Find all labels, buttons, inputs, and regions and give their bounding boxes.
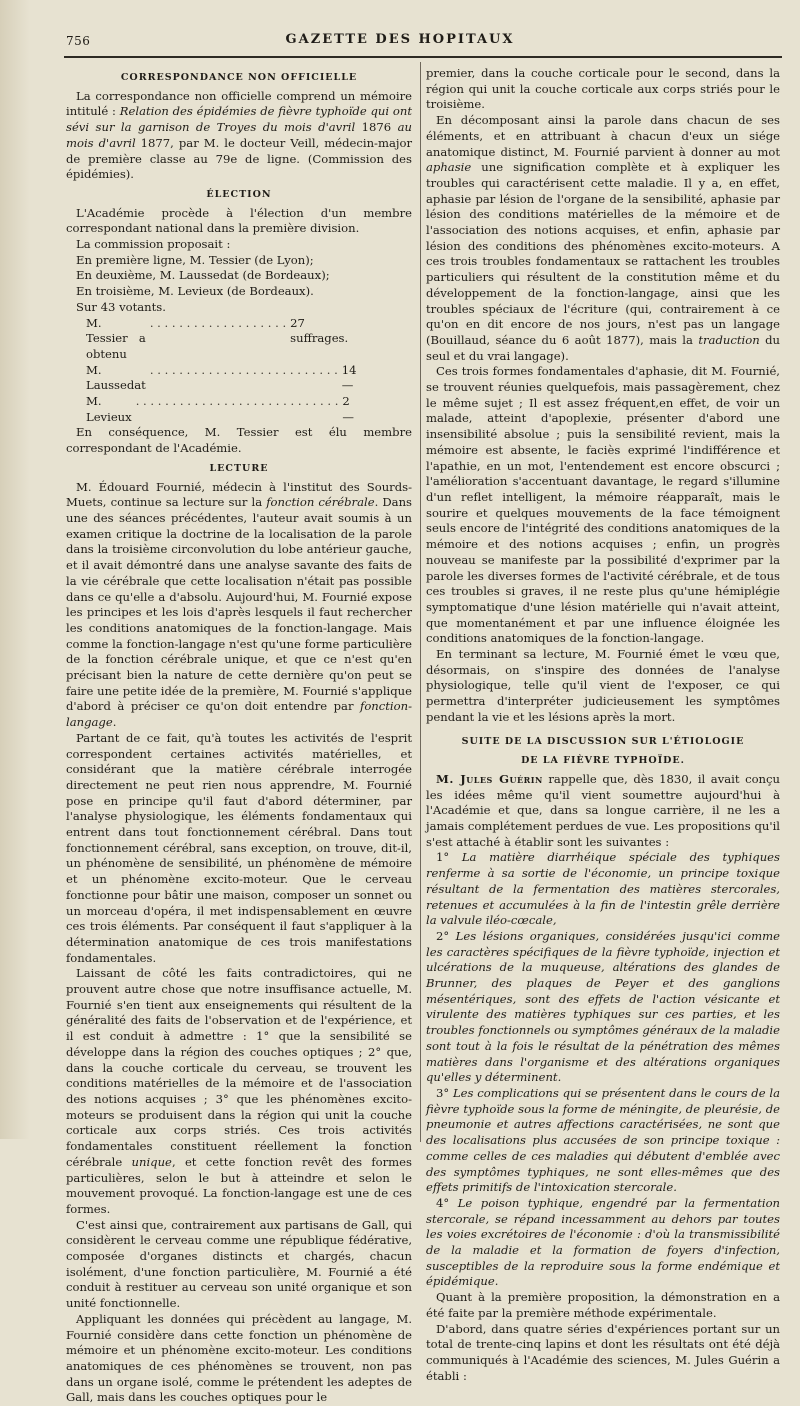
vote-row (66, 394, 412, 425)
paragraph (66, 89, 412, 183)
text: Laissant de côté les faits contradictoires, qui ne prouvent autre chose que notre insuffisance actuelle, M. Fournié s'en tient aux enseignements qui résultent de la généralité des faits de l'observation et de l'expérience, et il est conduit à admettre : 1° que la sensibilité se développe dans la région des couches optiques ; 2° que, dans la couche corticale du cerveau, se trouvent les conditions matérielles de la mémoire et de l'association des notions acquises ; 3° que les phénomènes excito-moteurs se produisent dans la région qui unit la couche corticale aux corps striés. Ces trois activités fondamentales constituent réellement la fonction cérébrale (66, 966, 412, 1169)
vote-dots: . . . . . . . . . . . . . . . . . . . . . . . . . . . . (135, 394, 339, 409)
paragraph (426, 772, 780, 851)
left-column (66, 66, 412, 1406)
speaker-name: M. Jules Guérin (436, 771, 543, 786)
text: M. Édouard Fournié, médecin à l'institut des Sourds-Muets, continue sa lecture sur la (66, 479, 412, 510)
italic-text: La matière diarrhéique spéciale des typhiques renferme à sa sortie de l'économie, un principe toxique résultant de la fermentation des matières stercorales, retenues et accumulées à la fin de l'intestin grêle derrière la valvule iléo-cœcale, (426, 850, 780, 928)
paragraph: Partant de ce fait, qu'à toutes les activités de l'esprit correspondent certaines activités matérielles, et considérant que la matière cérébrale interrogée directement ne peut rien nous apprendre, M. Fournié pose en principe qu'il faut d'abord déterminer, par l'analyse physiologique, les éléments fondamentaux qui entrent dans tout fonctionnement cérébral. Dans tout fonctionnement cérébral, sans exception, on trouve, dit-il, un phénomène de sensibilité, un phénomène de mémoire et un phénomène excito-moteur. Que le cerveau fonctionne pour bâtir une maison, composer un sonnet ou un morceau d'opéra, il met indispensablement en œuvre ces trois éléments. Par conséquent il faut s'appliquer à la détermination anatomique de ces trois manifestations fondamentales. (66, 730, 412, 965)
italic-text: Le poison typhique, engendré par la fermentation stercorale, se répand incessamment au dehors par toutes les voies excrétoires de l'économie : d'où la transmissibilité de la maladie et la formation de foyers d'infection, susceptibles de la reproduire sous la forme endémique et épidémique. (426, 1195, 781, 1289)
italic-text: aphasie (426, 160, 472, 175)
italic-text: traduction (698, 332, 760, 347)
proposition-number: 3° (436, 1086, 453, 1100)
text: . (112, 715, 117, 730)
journal-title: GAZETTE DES HOPITAUX (285, 32, 515, 47)
vote-dots: . . . . . . . . . . . . . . . . . . . . . . . . . . (149, 362, 338, 377)
text: , et cette fonction revêt des formes particulières, selon le but à atteindre et selon le mouvement provoqué. La fonction-langage est une de ces formes. (66, 1154, 412, 1216)
vote-name: M. Tessier a obtenu (86, 315, 146, 361)
text: rappelle que, dès 1830, il avait conçu les idées même qu'il vient soumettre aujourd'hui à l'Académie et que, dans sa longue carrière, il ne les a jamais complétement perdues de vue. Les propositions qu'il s'est attaché à établir sont les suivantes : (426, 771, 780, 849)
right-column (426, 66, 780, 1384)
text: 1877, par M. le docteur Veill, médecin-major de première classe au 79e de ligne. (Commission des épidémies). (66, 135, 412, 182)
italic-text: Les complications qui se présentent dans le cours de la fièvre typhoïde sous la forme de méningite, de pleurésie, de pneumonie et autres affections caractérisées, ne sont que des localisations plus accusées de son principe toxique : comme celles de ces maladies qui débutent d'emblée avec des symptômes typhiques, ne sont elles-mêmes que des effets primitifs de l'intoxication stercorale. (426, 1086, 781, 1195)
paragraph (66, 480, 412, 731)
paragraph: En deuxième, M. Laussedat (de Bordeaux); (76, 268, 330, 283)
italic-text: au mois d'avril (66, 120, 412, 150)
paragraph: En première ligne, M. Tessier (de Lyon); (76, 252, 314, 267)
vote-count: 27 suffrages. (290, 315, 349, 346)
heading-suite-discussion: SUITE DE LA DISCUSSION SUR L'ÉTIOLOGIE (461, 735, 745, 747)
paragraph: Quant à la première proposition, la démonstration en a été faite par la première méthode expérimentale. (426, 1290, 780, 1320)
italic-text: unique (131, 1154, 172, 1169)
italic-text: Les lésions organiques, considérées jusqu'ici comme les caractères spécifiques de la fièvre typhoïde, injection et ulcérations de la muqueuse, altérations des glandes de Brunner, des plaques de Peyer et des ganglions mésentériques, sont des effets de l'action vésicante et virulente des matières typhiques sur ces parties, et les troubles fonctionnels ou symptômes généraux de la maladie sont tout à la fois le résultat de la pénétration des mêmes matières dans l'organisme et des altérations organiques qu'elles y déterminent. (426, 928, 781, 1085)
vote-count: 2 — (342, 394, 354, 424)
heading-election: ÉLECTION (206, 188, 272, 200)
paragraph: Sur 43 votants. (76, 299, 166, 314)
proposition-number: 2° (436, 928, 456, 943)
vote-count: 14 — (341, 362, 357, 393)
proposition-number: 1° (436, 850, 462, 865)
paragraph: C'est ainsi que, contrairement aux partisans de Gall, qui considèrent le cerveau comme une république fédérative, composée d'organes distincts et chargés, chacun isolément, d'une fonction particulière, M. Fournié a été conduit à restituer au cerveau son unité organique et son unité fonctionnelle. (66, 1217, 412, 1311)
column-divider (420, 62, 421, 1142)
vote-name: M. Laussedat (86, 362, 146, 393)
page-edge-shadow (0, 0, 30, 1139)
text: La correspondance non officielle comprend un mémoire intitulé : (66, 88, 412, 119)
text: . Dans une des séances précédentes, l'auteur avait soumis à un examen critique la doctrine de la localisation de la parole dans la troisième circonvolution du lobe antérieur gauche, et il avait démontré dans une analyse savante des faits de la vie cérébrale que cette localisation n'était pas possible dans ce qu'elle a d'absolu. Aujourd'hui, M. Fournié expose les principes et les lois d'après lesquels il faut rechercher les conditions anatomiques de la fonction-langage. Mais comme la fonction-langage n'est qu'une forme particulière de la fonction cérébrale unique, et que ce n'est qu'en précisant bien la nature de cette dernière qu'on peut se faire une petite idée de la première, M. Fournié s'applique d'abord à préciser ce qu'on doit entendre par (66, 495, 413, 714)
text: une signification complète et à expliquer les troubles qui caractérisent cette maladie. Il y a, en effet, aphasie par lésion de l'organe de la sensibilité, aphasie par lésion des conditions matérielles de la mémoire et de l'association des notions acquises, et enfin, aphasie par lésion des conditions des phénomènes excito-moteurs. A ces trois troubles fondamentaux se rattachent les troubles particuliers qui résultent de la constitution même et du développement de la fonction-langage, ainsi que les troubles spéciaux de l'écriture (qui, contrairement à ce qu'on en dit encore de nos jours, n'est pas un langage (Bouillaud, séance du 6 août 1877), mais la (426, 160, 780, 347)
paragraph: En troisième, M. Levieux (de Bordeaux). (76, 284, 314, 299)
paragraph: Ces trois formes fondamentales d'aphasie, dit M. Fournié, se trouvent réunies quelquefois, mais passagèrement, chez le même sujet ; Il est assez fréquent,en effet, de voir un malade, atteint d'apoplexie, présenter d'abord une insensibilité absolue ; puis la sensibilité revient, mais la mémoire est absente, le faciès exprimé l'indifférence et l'apathie, en un mot, l'entendement est encore obscurci ; l'amélioration s'accentuant davantage, le regard s'illumine d'un reflet intelligent, la mémoire réapparaît, mais le sourire et quelques mouvements de la face témoignent seuls encore de l'intégrité des conditions anatomiques de la mémoire et des notions acquises ; enfin, un progrès nouveau se manifeste par la possibilité d'exprimer par la parole les diverses formes de l'activité cérébrale, et de tous ces troubles si graves, il ne reste plus qu'une hémiplégie symptomatique d'une lésion matérielle qui n'avait atteint, que momentanément et par une influence éloignée les conditions anatomiques de la fonction-langage. (426, 364, 780, 646)
paragraph: L'Académie procède à l'élection d'un membre correspondant national dans la première division. (66, 205, 412, 236)
paragraph: En conséquence, M. Tessier est élu membre correspondant de l'Académie. (66, 425, 412, 456)
paragraph: La commission proposait : (76, 237, 231, 252)
page-number: 756 (66, 34, 91, 48)
vote-dots: . . . . . . . . . . . . . . . . . . . (149, 315, 287, 330)
proposition (426, 929, 780, 1086)
paragraph: Appliquant les données qui précèdent au langage, M. Fournié considère dans cette fonction un phénomène de mémoire et un phénomène excito-moteur. Les conditions anatomiques de ces phénomènes se trouvent, non pas dans un organe isolé, comme le prétendent les adeptes de Gall, mais dans les couches optiques pour le (66, 1311, 412, 1405)
paragraph (426, 113, 780, 364)
vote-row (66, 316, 412, 363)
paragraph (66, 966, 412, 1217)
proposition (426, 1196, 780, 1290)
proposition (426, 850, 780, 929)
paragraph: En terminant sa lecture, M. Fournié émet le vœu que, désormais, on s'inspire des données de l'analyse physiologique, telle qu'il vient de l'exposer, ce qui permettra d'interpréter judicieusement les symptômes pendant la vie et les lésions après la mort. (426, 647, 780, 724)
header-rule (64, 56, 782, 58)
text: En décomposant ainsi la parole dans chacun de ses éléments, et en attribuant à chacun d'eux un siége anatomique distinct, M. Fournié parvient à donner au mot (426, 113, 780, 159)
vote-row (66, 363, 412, 394)
italic-text: fonction cérébrale (266, 495, 375, 510)
heading-correspondance: CORRESPONDANCE NON OFFICIELLE (120, 72, 358, 83)
paragraph: D'abord, dans quatre séries d'expériences portant sur un total de trente-cinq lapins et dont les résultats ont été déjà communiqués à l'Académie des sciences, M. Jules Guérin a établi : (426, 1321, 780, 1383)
proposition (426, 1086, 780, 1196)
page-header (0, 30, 800, 54)
vote-name: M. Levieux (86, 394, 132, 424)
italic-text: Relation des épidémies de fièvre typhoïde qui ont sévi sur la garnison de Troyes du mois d'avril (66, 104, 412, 135)
italic-text: fonction-langage (66, 699, 412, 730)
text: 1876 (355, 120, 398, 135)
text: du seul et du vrai langage). (426, 332, 781, 363)
proposition-number: 4° (436, 1195, 458, 1210)
heading-lecture: LECTURE (209, 462, 269, 474)
paragraph: premier, dans la couche corticale pour le second, dans la région qui unit la couche corticale aux corps striés pour le troisième. (426, 66, 780, 112)
heading-fievre-typhoide: DE LA FIÈVRE TYPHOÏDE. (521, 755, 685, 767)
